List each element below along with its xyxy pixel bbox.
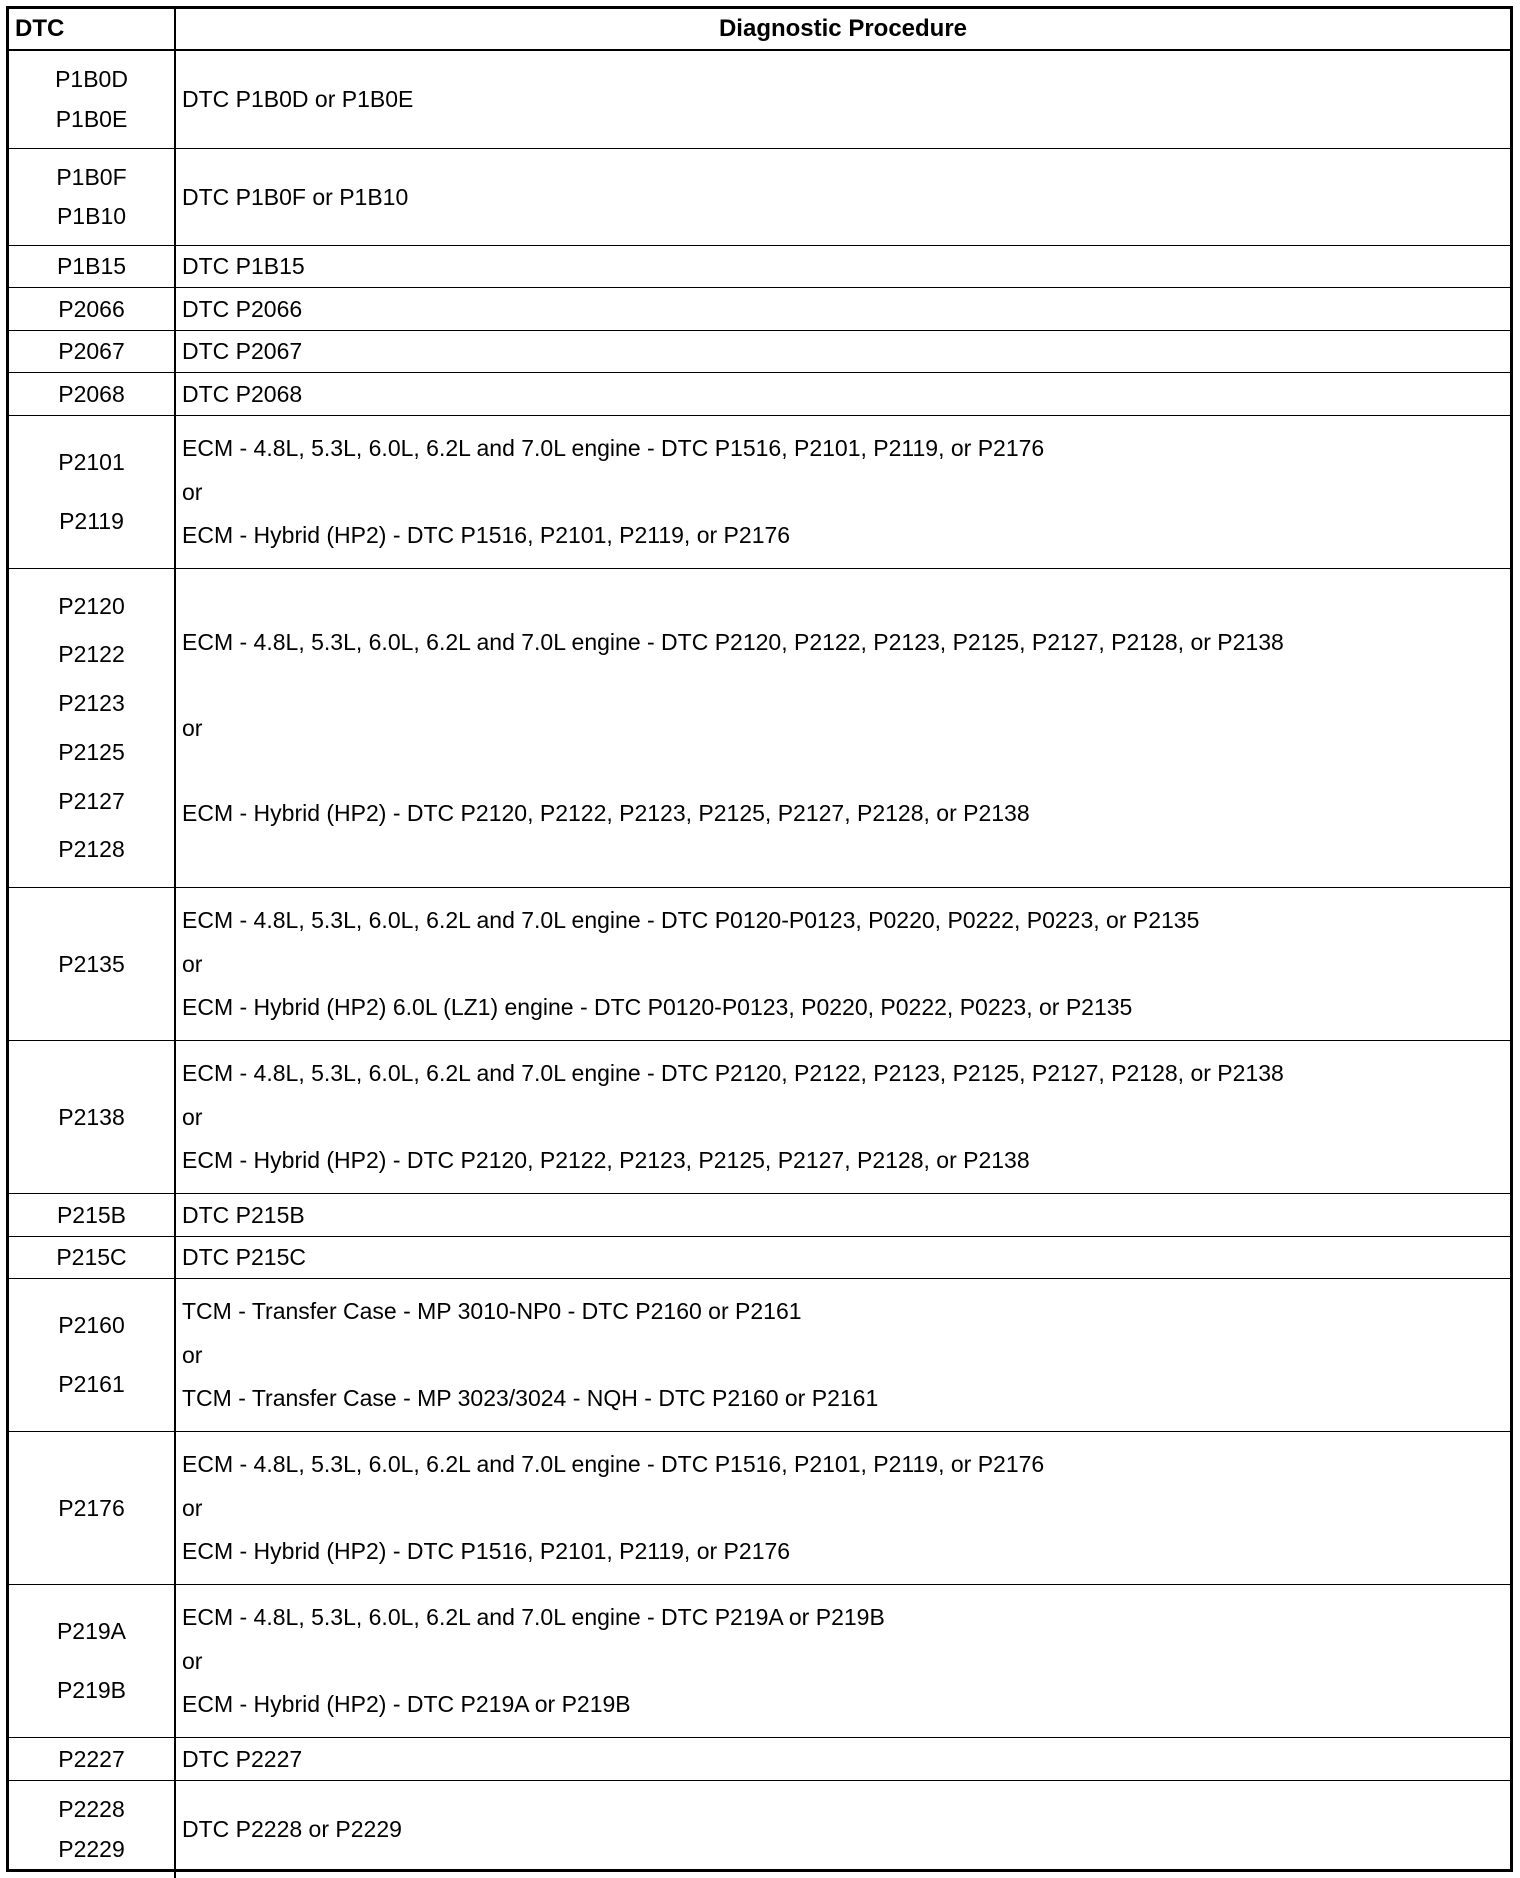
procedure-cell [176,1585,1510,1737]
dtc-code: P219A [56,1618,127,1645]
column-header-dtc: DTC [9,9,176,49]
procedure-link-text: TCM - Transfer Case - MP 3010-NP0 - DTC P2160 or P2161 [182,1297,802,1324]
procedure-cell [176,1738,1510,1780]
procedure-link-text: ECM - Hybrid (HP2) - DTC P2120, P2122, P2123, P2125, P2127, P2128, or P2138 [182,799,1030,826]
procedure-cell [176,288,1510,330]
table-row [9,1041,1510,1194]
procedure-cell [176,149,1510,245]
procedure-separator: or [182,950,203,977]
procedure-link-text: DTC P2067 [182,338,303,364]
procedure-cell [176,888,1510,1040]
dtc-cell [9,246,176,287]
procedure-link-text: ECM - 4.8L, 5.3L, 6.0L, 6.2L and 7.0L engine - DTC P2120, P2122, P2123, P2125, P2127, P2128, or P2138 [182,1059,1284,1086]
dtc-code: P2228 [58,1796,125,1822]
dtc-cell [9,331,176,372]
table-row [9,1585,1510,1738]
dtc-code: P2125 [58,738,125,765]
table-row [9,569,1510,888]
table-row [9,1738,1510,1781]
procedure-link-text: ECM - 4.8L, 5.3L, 6.0L, 6.2L and 7.0L engine - DTC P2120, P2122, P2123, P2125, P2127, P2128, or P2138 [182,629,1284,656]
dtc-code: P2067 [58,338,125,364]
dtc-code: P2160 [58,1312,125,1339]
procedure-cell [176,1237,1510,1278]
dtc-code: P2161 [58,1370,125,1397]
procedure-separator: or [182,478,203,505]
dtc-code: P2128 [58,836,125,863]
dtc-code: P215B [56,1201,127,1228]
table-row [9,51,1510,149]
dtc-cell [9,1432,176,1584]
procedure-link-text: ECM - Hybrid (HP2) 6.0L (LZ1) engine - DTC P0120-P0123, P0220, P0222, P0223, or P2135 [182,994,1133,1021]
table-row [9,331,1510,373]
procedure-cell [176,1432,1510,1584]
table-row [9,1237,1510,1279]
dtc-cell [9,288,176,330]
procedure-link-text: ECM - 4.8L, 5.3L, 6.0L, 6.2L and 7.0L engine - DTC P219A or P219B [182,1603,885,1630]
procedure-link-text: ECM - 4.8L, 5.3L, 6.0L, 6.2L and 7.0L engine - DTC P1516, P2101, P2119, or P2176 [182,1450,1045,1477]
column-header-procedure: Diagnostic Procedure [718,15,968,42]
procedure-link-text: DTC P1B0F or P1B10 [182,183,409,210]
procedure-separator: or [182,1494,203,1521]
dtc-code: P2176 [58,1494,125,1521]
procedure-link-text: ECM - 4.8L, 5.3L, 6.0L, 6.2L and 7.0L engine - DTC P1516, P2101, P2119, or P2176 [182,434,1045,461]
procedure-link-text: ECM - Hybrid (HP2) - DTC P2120, P2122, P2123, P2125, P2127, P2128, or P2138 [182,1147,1030,1174]
procedure-link-text: DTC P215C [182,1244,306,1270]
table-row [9,888,1510,1041]
procedure-link-text: DTC P2068 [182,380,303,407]
procedure-separator: or [182,714,203,741]
dtc-code: P1B0F [56,163,127,190]
procedure-cell [176,373,1510,415]
table-row [9,149,1510,246]
dtc-cell [9,1781,176,1878]
table-row [9,373,1510,416]
table-row [9,1781,1510,1878]
dtc-code: P2068 [58,380,125,407]
dtc-code: P2119 [59,507,124,534]
dtc-code: P2123 [58,690,125,717]
dtc-code: P2127 [58,787,125,814]
procedure-link-text: DTC P2228 or P2229 [182,1816,402,1842]
dtc-cell [9,51,176,148]
table-row [9,1432,1510,1585]
procedure-cell [176,569,1510,887]
dtc-cell [9,149,176,245]
dtc-cell [9,1194,176,1236]
procedure-cell [176,1279,1510,1431]
procedure-cell [176,1194,1510,1236]
procedure-cell [176,331,1510,372]
procedure-link-text: DTC P2227 [182,1745,303,1772]
procedure-cell [176,1781,1510,1878]
procedure-link-text: DTC P1B0D or P1B0E [182,86,414,112]
procedure-link-text: DTC P2066 [182,295,303,322]
dtc-code: P1B15 [56,253,127,279]
procedure-cell [176,51,1510,148]
procedure-link-text: TCM - Transfer Case - MP 3023/3024 - NQH - DTC P2160 or P2161 [182,1385,879,1412]
procedure-link-text: ECM - 4.8L, 5.3L, 6.0L, 6.2L and 7.0L engine - DTC P0120-P0123, P0220, P0222, P0223, or P2135 [182,906,1200,933]
table-row [9,288,1510,331]
dtc-code: P219B [56,1676,127,1703]
dtc-cell [9,569,176,887]
dtc-code: P2120 [58,592,125,619]
dtc-cell [9,888,176,1040]
dtc-table [6,6,1513,1872]
table-row [9,246,1510,288]
dtc-cell [9,1738,176,1780]
dtc-code: P1B0D [55,66,128,92]
dtc-code: P2066 [58,295,125,322]
dtc-code: P1B10 [56,203,127,230]
table-header-row [9,9,1510,51]
dtc-code: P2135 [58,950,125,977]
dtc-cell [9,1041,176,1193]
dtc-cell [9,416,176,568]
dtc-code: P2227 [58,1745,125,1772]
procedure-separator: or [182,1647,203,1674]
dtc-code: P2101 [58,449,125,476]
table-row [9,1194,1510,1237]
dtc-cell [9,373,176,415]
procedure-separator: or [182,1341,203,1368]
procedure-cell [176,1041,1510,1193]
table-body [9,51,1510,1878]
procedure-cell [176,246,1510,287]
procedure-link-text: DTC P215B [182,1201,305,1228]
dtc-code: P2138 [58,1103,125,1130]
dtc-code: P2122 [58,641,125,668]
procedure-link-text: ECM - Hybrid (HP2) - DTC P1516, P2101, P2119, or P2176 [182,1538,791,1565]
procedure-link-text: ECM - Hybrid (HP2) - DTC P1516, P2101, P2119, or P2176 [182,522,791,549]
table-row [9,1279,1510,1432]
dtc-code: P215C [56,1244,127,1270]
dtc-code: P1B0E [55,106,128,132]
procedure-link-text: DTC P1B15 [182,253,305,279]
procedure-separator: or [182,1103,203,1130]
dtc-cell [9,1585,176,1737]
procedure-link-text: ECM - Hybrid (HP2) - DTC P219A or P219B [182,1691,631,1718]
dtc-cell [9,1237,176,1278]
dtc-code: P2229 [58,1836,125,1862]
procedure-cell [176,416,1510,568]
dtc-cell [9,1279,176,1431]
table-row [9,416,1510,569]
